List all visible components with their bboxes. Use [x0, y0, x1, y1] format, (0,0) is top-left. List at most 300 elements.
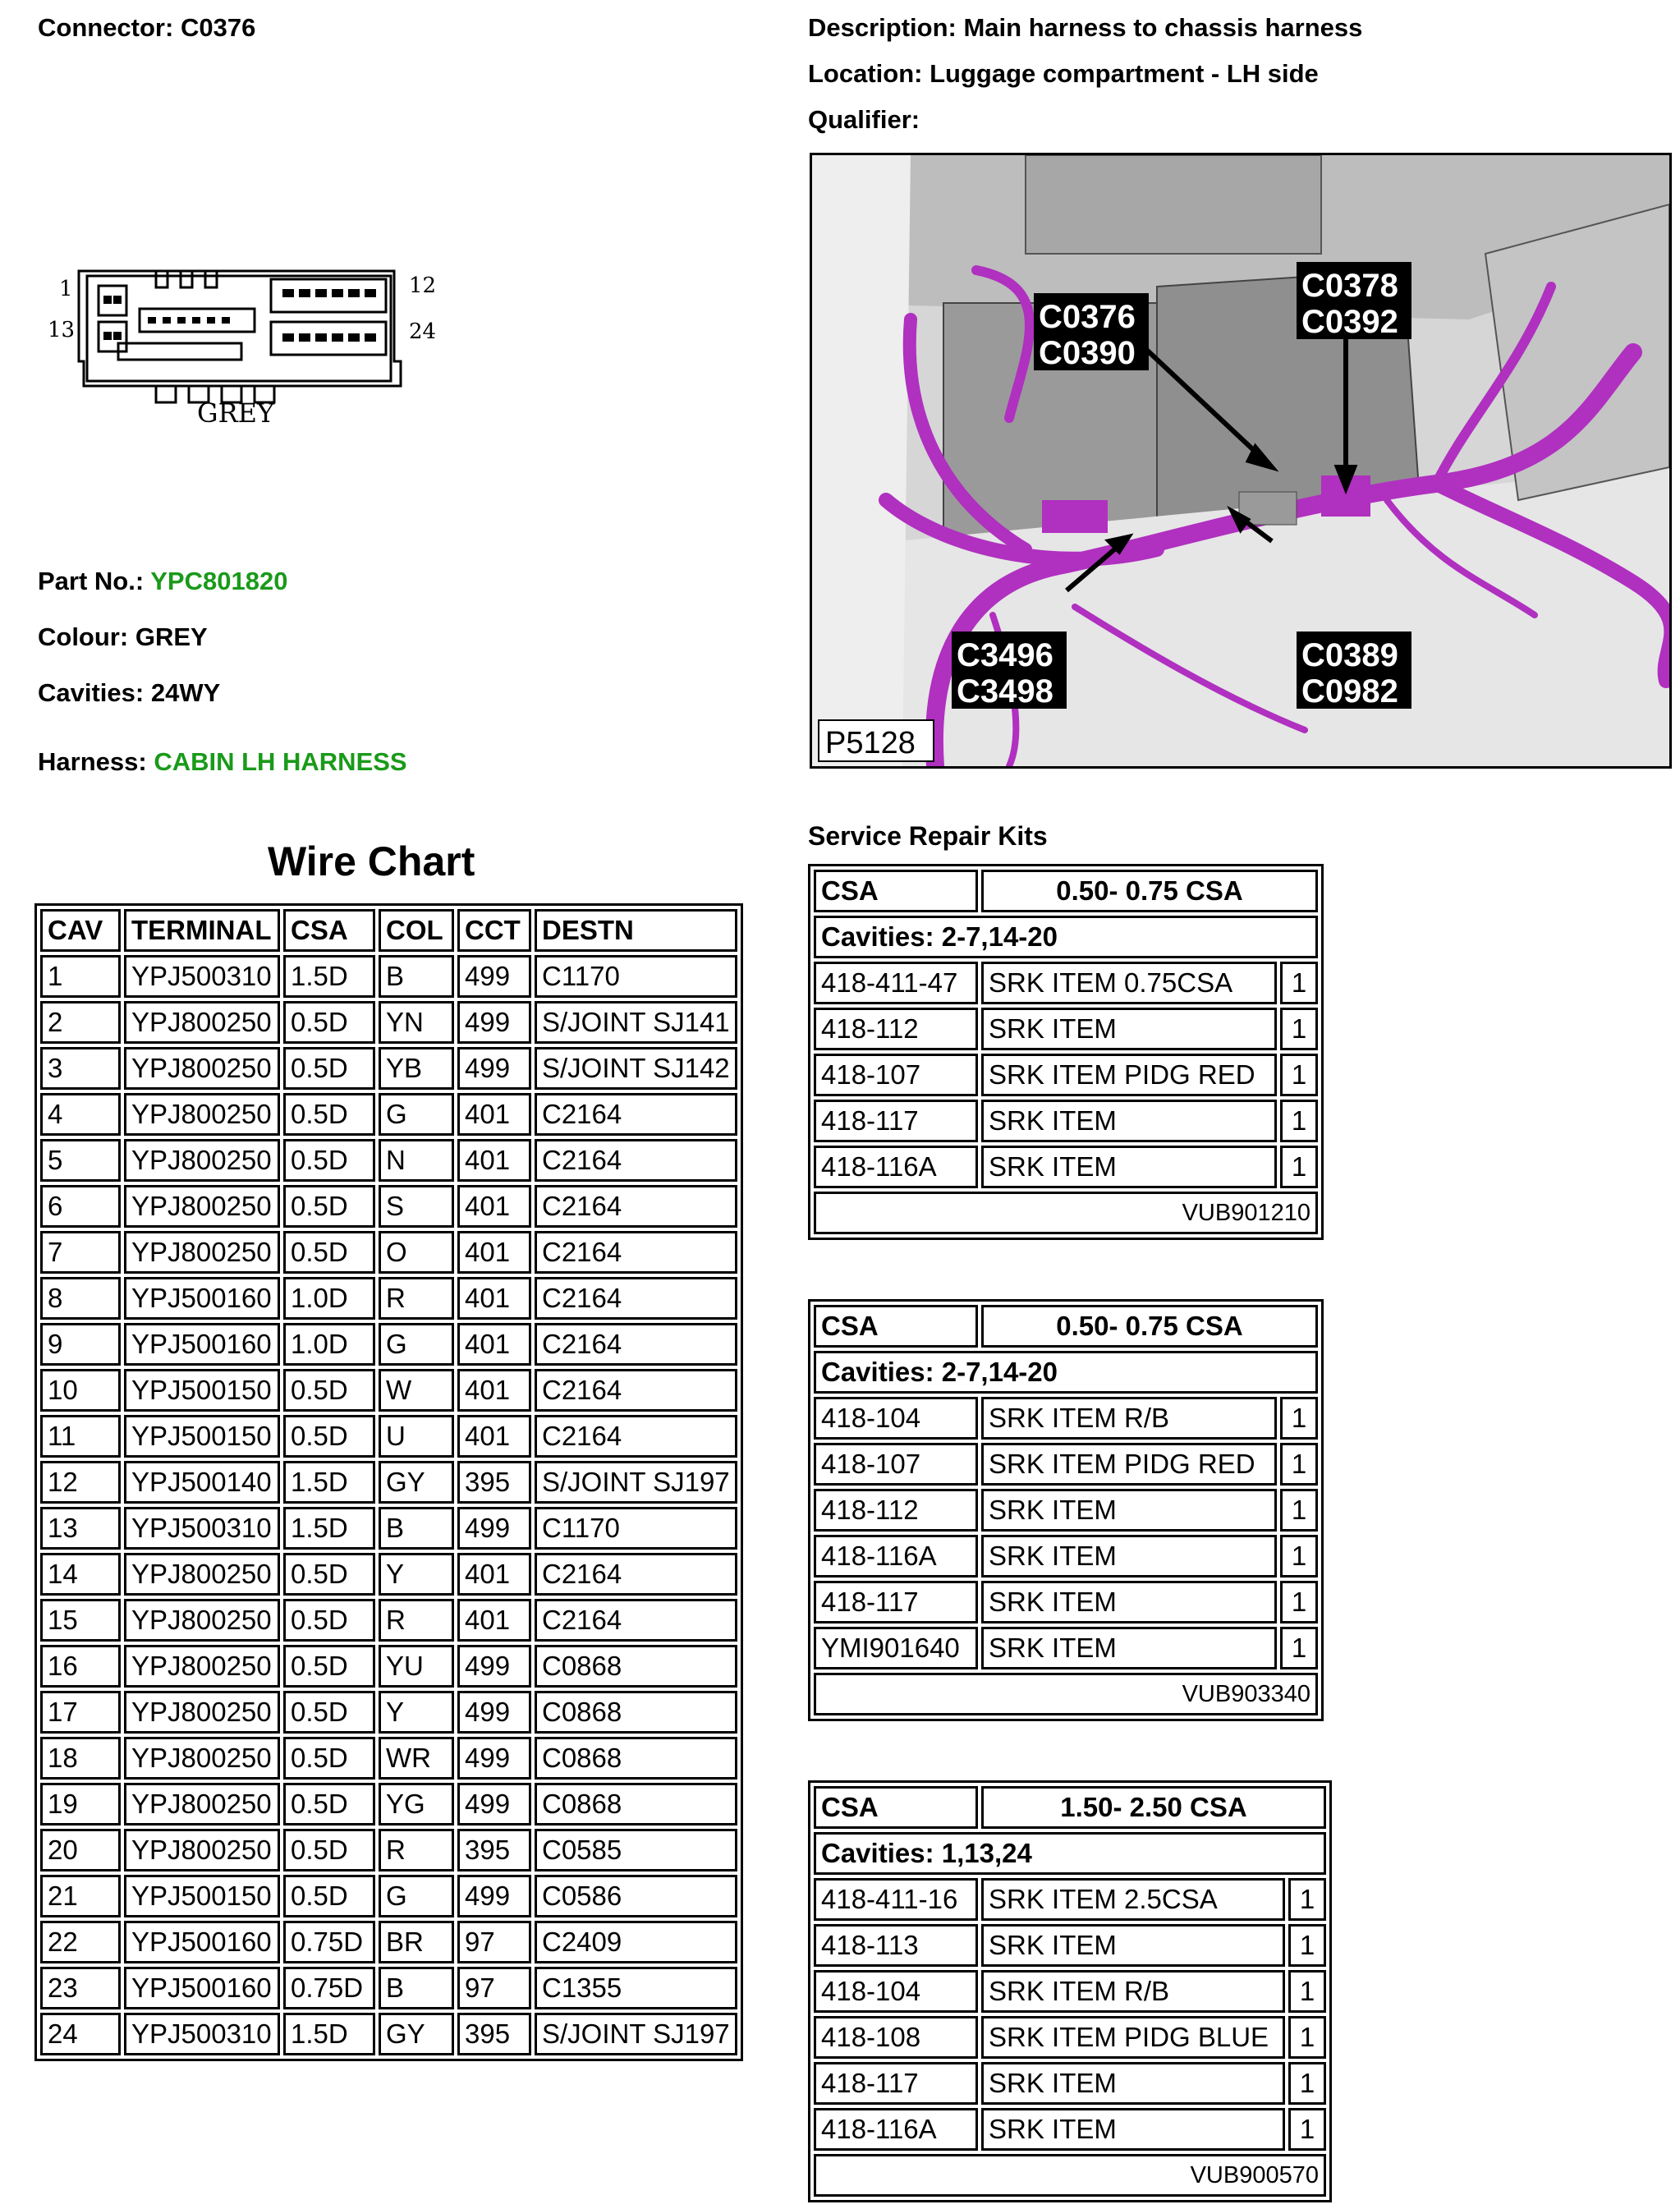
table-row — [40, 1691, 737, 1734]
cell-cct: 499 — [457, 1783, 531, 1826]
cell-col: R — [379, 1277, 454, 1320]
kit-item-part: 418-107 — [814, 1443, 978, 1486]
callout-c3498: C3498 — [957, 673, 1053, 710]
kit-item-qty: 1 — [1288, 2062, 1326, 2105]
cavities-label: Cavities: — [38, 678, 145, 707]
cell-terminal: YPJ800250 — [124, 1829, 280, 1871]
cell-csa: 0.5D — [283, 1001, 375, 1044]
cell-cct: 401 — [457, 1553, 531, 1596]
connector-drawing-caption: GREY — [197, 397, 275, 427]
cell-terminal: YPJ500310 — [124, 955, 280, 998]
cell-cct: 401 — [457, 1415, 531, 1458]
cell-destn: C0585 — [535, 1829, 737, 1871]
kit-code-row — [814, 2154, 1326, 2197]
kit-header-row — [814, 870, 1318, 912]
kit-cavities-row — [814, 1351, 1318, 1394]
cell-col: GY — [379, 2013, 454, 2055]
cell-cav: 13 — [40, 1507, 121, 1550]
cell-col: R — [379, 1829, 454, 1871]
kit-item-row — [814, 1489, 1318, 1532]
cell-terminal: YPJ500150 — [124, 1369, 280, 1412]
kit-item-part: 418-112 — [814, 1008, 978, 1050]
kit-item-desc: SRK ITEM PIDG BLUE — [981, 2016, 1285, 2059]
service-repair-kits-title: Service Repair Kits — [808, 821, 1048, 851]
cell-col: O — [379, 1231, 454, 1274]
location-line — [808, 59, 1319, 89]
cell-destn: C2164 — [535, 1415, 737, 1458]
cell-cct: 401 — [457, 1369, 531, 1412]
kit-item-qty: 1 — [1288, 2016, 1326, 2059]
cell-terminal: YPJ500160 — [124, 1277, 280, 1320]
kit-cavities: Cavities: 2-7,14-20 — [814, 1351, 1318, 1394]
kit-item-desc: SRK ITEM PIDG RED — [981, 1054, 1277, 1096]
kit-csa-value: 1.50- 2.50 CSA — [981, 1786, 1326, 1829]
table-row — [40, 1001, 737, 1044]
cell-cav: 21 — [40, 1875, 121, 1917]
wire-chart-table — [34, 903, 743, 2061]
cell-csa: 0.5D — [283, 1231, 375, 1274]
cell-cct: 401 — [457, 1139, 531, 1182]
cell-terminal: YPJ800250 — [124, 1645, 280, 1688]
kit-header-row — [814, 1786, 1326, 1829]
kit-item-part: 418-104 — [814, 1970, 978, 2013]
kit-header-row — [814, 1305, 1318, 1348]
cell-cct: 499 — [457, 1507, 531, 1550]
cell-cav: 2 — [40, 1001, 121, 1044]
kit-csa-label: CSA — [814, 1786, 978, 1829]
cell-destn: C0868 — [535, 1691, 737, 1734]
cell-destn: C1170 — [535, 1507, 737, 1550]
kit-item-qty: 1 — [1280, 1397, 1318, 1440]
cell-cav: 16 — [40, 1645, 121, 1688]
cell-destn: C0868 — [535, 1783, 737, 1826]
kit-item-part: 418-117 — [814, 1581, 978, 1623]
cell-destn: C2164 — [535, 1093, 737, 1136]
cell-csa: 0.5D — [283, 1415, 375, 1458]
kit-cavities-row — [814, 1832, 1326, 1875]
cell-csa: 0.5D — [283, 1139, 375, 1182]
cell-col: YU — [379, 1645, 454, 1688]
cell-csa: 0.5D — [283, 1185, 375, 1228]
kit-item-desc: SRK ITEM — [981, 1535, 1277, 1578]
cell-col: BR — [379, 1921, 454, 1963]
cell-csa: 0.5D — [283, 1737, 375, 1780]
cell-cav: 7 — [40, 1231, 121, 1274]
col-header-col: COL — [379, 909, 454, 952]
cell-cct: 401 — [457, 1599, 531, 1642]
kit-item-row — [814, 2016, 1326, 2059]
table-row — [40, 1185, 737, 1228]
cell-terminal: YPJ500150 — [124, 1415, 280, 1458]
cell-csa: 0.5D — [283, 1093, 375, 1136]
cell-cav: 1 — [40, 955, 121, 998]
cell-csa: 1.0D — [283, 1277, 375, 1320]
harness-line — [38, 747, 407, 777]
cell-cav: 3 — [40, 1047, 121, 1090]
cell-cct: 97 — [457, 1921, 531, 1963]
kit-item-desc: SRK ITEM R/B — [981, 1970, 1285, 2013]
colour-line — [38, 622, 208, 652]
cell-csa: 0.5D — [283, 1369, 375, 1412]
kit-code: VUB901210 — [814, 1192, 1318, 1234]
cell-col: S — [379, 1185, 454, 1228]
table-row — [40, 1231, 737, 1274]
col-header-terminal: TERMINAL — [124, 909, 280, 952]
table-row — [40, 1461, 737, 1504]
service-kit-table — [808, 864, 1324, 1240]
cell-csa: 1.5D — [283, 1461, 375, 1504]
cell-destn: S/JOINT SJ197 — [535, 1461, 737, 1504]
cell-destn: C0868 — [535, 1645, 737, 1688]
kit-item-qty: 1 — [1288, 1878, 1326, 1921]
kit-item-row — [814, 1627, 1318, 1669]
callout-c0982: C0982 — [1301, 673, 1398, 710]
cell-csa: 0.5D — [283, 1783, 375, 1826]
cell-cav: 4 — [40, 1093, 121, 1136]
table-row — [40, 1093, 737, 1136]
qualifier-line — [808, 105, 920, 135]
cell-csa: 0.5D — [283, 1553, 375, 1596]
cell-csa: 1.0D — [283, 1323, 375, 1366]
table-row — [40, 1047, 737, 1090]
kit-item-part: 418-112 — [814, 1489, 978, 1532]
cell-cct: 97 — [457, 1967, 531, 2009]
cell-cct: 499 — [457, 1691, 531, 1734]
cell-destn: C2164 — [535, 1231, 737, 1274]
cell-csa: 1.5D — [283, 1507, 375, 1550]
callout-c0376: C0376 — [1039, 299, 1136, 335]
col-header-cct: CCT — [457, 909, 531, 952]
pin-label-13: 13 — [48, 318, 76, 342]
cell-cct: 499 — [457, 1001, 531, 1044]
pin-label-1: 1 — [59, 277, 73, 301]
kit-item-qty: 1 — [1288, 1970, 1326, 2013]
pin-label-24: 24 — [409, 319, 437, 344]
cell-cav: 6 — [40, 1185, 121, 1228]
cell-cav: 15 — [40, 1599, 121, 1642]
kit-item-row — [814, 1924, 1326, 1967]
kit-item-row — [814, 1970, 1326, 2013]
cell-col: GY — [379, 1461, 454, 1504]
cell-cct: 401 — [457, 1231, 531, 1274]
cavities-value: 24WY — [150, 678, 221, 707]
cell-col: Y — [379, 1691, 454, 1734]
kit-item-part: 418-104 — [814, 1397, 978, 1440]
kit-item-qty: 1 — [1280, 1581, 1318, 1623]
cell-cav: 17 — [40, 1691, 121, 1734]
description-line — [808, 13, 1362, 43]
cell-csa: 0.75D — [283, 1967, 375, 2009]
table-row — [40, 1277, 737, 1320]
kit-item-desc: SRK ITEM — [981, 1146, 1277, 1188]
kit-item-row — [814, 1443, 1318, 1486]
table-row — [40, 1921, 737, 1963]
table-row — [40, 1139, 737, 1182]
cell-cct: 499 — [457, 1047, 531, 1090]
cell-cct: 395 — [457, 1461, 531, 1504]
kit-item-desc: SRK ITEM — [981, 1627, 1277, 1669]
table-row — [40, 1829, 737, 1871]
kit-code: VUB903340 — [814, 1673, 1318, 1715]
cell-col: N — [379, 1139, 454, 1182]
cell-csa: 0.75D — [283, 1921, 375, 1963]
cell-col: YN — [379, 1001, 454, 1044]
cell-terminal: YPJ800250 — [124, 1553, 280, 1596]
cell-destn: S/JOINT SJ197 — [535, 2013, 737, 2055]
kit-item-qty: 1 — [1280, 1489, 1318, 1532]
table-row — [40, 1875, 737, 1917]
kit-item-part: 418-116A — [814, 1535, 978, 1578]
cell-csa: 0.5D — [283, 1691, 375, 1734]
kit-item-row — [814, 1535, 1318, 1578]
cell-col: B — [379, 1967, 454, 2009]
connector-face-drawing — [33, 263, 460, 427]
cell-cav: 5 — [40, 1139, 121, 1182]
cell-col: R — [379, 1599, 454, 1642]
cell-csa: 0.5D — [283, 1645, 375, 1688]
cell-terminal: YPJ800250 — [124, 1047, 280, 1090]
cell-col: WR — [379, 1737, 454, 1780]
connector-id: C0376 — [180, 13, 256, 42]
cell-csa: 0.5D — [283, 1599, 375, 1642]
location-value: Luggage compartment - LH side — [930, 59, 1319, 88]
cell-cct: 499 — [457, 1645, 531, 1688]
callout-c0390: C0390 — [1039, 335, 1136, 371]
cell-cct: 401 — [457, 1277, 531, 1320]
connector-heading — [38, 13, 255, 43]
cell-cct: 401 — [457, 1185, 531, 1228]
cell-destn: C1355 — [535, 1967, 737, 2009]
kit-item-qty: 1 — [1280, 1008, 1318, 1050]
kit-cavities-row — [814, 916, 1318, 958]
cell-cav: 12 — [40, 1461, 121, 1504]
cell-cav: 14 — [40, 1553, 121, 1596]
cell-col: YB — [379, 1047, 454, 1090]
cell-csa: 1.5D — [283, 955, 375, 998]
table-row — [40, 1599, 737, 1642]
kit-csa-value: 0.50- 0.75 CSA — [981, 1305, 1318, 1348]
cell-col: G — [379, 1323, 454, 1366]
cell-cav: 9 — [40, 1323, 121, 1366]
cell-terminal: YPJ800250 — [124, 1001, 280, 1044]
table-row — [40, 2013, 737, 2055]
kit-item-row — [814, 1581, 1318, 1623]
kit-item-part: 418-411-47 — [814, 962, 978, 1004]
col-header-csa: CSA — [283, 909, 375, 952]
callout-c0389: C0389 — [1301, 637, 1398, 673]
cell-col: Y — [379, 1553, 454, 1596]
harness-location-illustration — [812, 155, 1669, 766]
table-row — [40, 1967, 737, 2009]
cell-col: B — [379, 1507, 454, 1550]
cell-cav: 11 — [40, 1415, 121, 1458]
cell-terminal: YPJ800250 — [124, 1093, 280, 1136]
cell-cct: 401 — [457, 1093, 531, 1136]
cell-terminal: YPJ800250 — [124, 1139, 280, 1182]
wire-chart-title: Wire Chart — [268, 838, 475, 884]
kit-item-desc: SRK ITEM 2.5CSA — [981, 1878, 1285, 1921]
cell-cct: 499 — [457, 955, 531, 998]
harness-value: CABIN LH HARNESS — [154, 747, 407, 776]
kit-item-part: 418-107 — [814, 1054, 978, 1096]
cell-csa: 1.5D — [283, 2013, 375, 2055]
cell-col: W — [379, 1369, 454, 1412]
cell-terminal: YPJ800250 — [124, 1231, 280, 1274]
part-no-value: YPC801820 — [150, 567, 288, 595]
connector-label: Connector: — [38, 13, 174, 42]
location-label: Location: — [808, 59, 923, 88]
part-no-line — [38, 567, 287, 596]
kit-item-qty: 1 — [1280, 1627, 1318, 1669]
kit-code-row — [814, 1192, 1318, 1234]
cell-destn: C0868 — [535, 1737, 737, 1780]
service-kit-table — [808, 1780, 1332, 2202]
kit-item-qty: 1 — [1280, 1054, 1318, 1096]
cell-cav: 19 — [40, 1783, 121, 1826]
kit-item-qty: 1 — [1288, 1924, 1326, 1967]
cell-csa: 0.5D — [283, 1047, 375, 1090]
cell-cav: 23 — [40, 1967, 121, 2009]
kit-item-qty: 1 — [1280, 1146, 1318, 1188]
kit-item-qty: 1 — [1288, 2108, 1326, 2151]
kit-item-desc: SRK ITEM R/B — [981, 1397, 1277, 1440]
callout-c0378: C0378 — [1301, 268, 1398, 304]
table-row — [40, 1507, 737, 1550]
cell-col: U — [379, 1415, 454, 1458]
cell-destn: C2164 — [535, 1185, 737, 1228]
kit-item-part: 418-411-16 — [814, 1878, 978, 1921]
description-value: Main harness to chassis harness — [963, 13, 1363, 42]
kit-item-row — [814, 962, 1318, 1004]
cell-destn: C2164 — [535, 1139, 737, 1182]
cell-cav: 22 — [40, 1921, 121, 1963]
kit-item-part: 418-116A — [814, 2108, 978, 2151]
kit-item-qty: 1 — [1280, 1535, 1318, 1578]
qualifier-label: Qualifier: — [808, 105, 920, 134]
service-kit-table — [808, 1299, 1324, 1721]
table-row — [40, 1737, 737, 1780]
cell-destn: S/JOINT SJ142 — [535, 1047, 737, 1090]
cell-col: YG — [379, 1783, 454, 1826]
cell-col: B — [379, 955, 454, 998]
cell-cct: 401 — [457, 1323, 531, 1366]
kit-item-part: YMI901640 — [814, 1627, 978, 1669]
cell-cct: 499 — [457, 1875, 531, 1917]
kit-item-part: 418-116A — [814, 1146, 978, 1188]
cell-cav: 18 — [40, 1737, 121, 1780]
table-row — [40, 1553, 737, 1596]
cell-destn: C2164 — [535, 1277, 737, 1320]
cell-col: G — [379, 1093, 454, 1136]
cell-terminal: YPJ500160 — [124, 1921, 280, 1963]
cell-csa: 0.5D — [283, 1875, 375, 1917]
col-header-destn: DESTN — [535, 909, 737, 952]
kit-csa-label: CSA — [814, 870, 978, 912]
cell-terminal: YPJ500160 — [124, 1323, 280, 1366]
part-no-label: Part No.: — [38, 567, 145, 595]
description-label: Description: — [808, 13, 957, 42]
kit-item-row — [814, 1054, 1318, 1096]
kit-item-part: 418-117 — [814, 2062, 978, 2105]
cell-cav: 8 — [40, 1277, 121, 1320]
kit-item-row — [814, 2062, 1326, 2105]
kit-item-desc: SRK ITEM — [981, 1100, 1277, 1142]
kit-item-row — [814, 2108, 1326, 2151]
colour-value: GREY — [135, 622, 208, 651]
harness-label: Harness: — [38, 747, 147, 776]
cell-cav: 24 — [40, 2013, 121, 2055]
pin-label-12: 12 — [409, 273, 437, 298]
kit-cavities: Cavities: 1,13,24 — [814, 1832, 1326, 1875]
cell-terminal: YPJ800250 — [124, 1737, 280, 1780]
kit-item-desc: SRK ITEM — [981, 2108, 1285, 2151]
callout-c3496: C3496 — [957, 637, 1053, 673]
kit-item-qty: 1 — [1280, 1443, 1318, 1486]
kit-item-row — [814, 1878, 1326, 1921]
table-row — [40, 1783, 737, 1826]
kit-item-row — [814, 1397, 1318, 1440]
cell-terminal: YPJ800250 — [124, 1599, 280, 1642]
cell-cav: 10 — [40, 1369, 121, 1412]
cell-destn: C0586 — [535, 1875, 737, 1917]
cell-destn: C2164 — [535, 1553, 737, 1596]
kit-item-desc: SRK ITEM — [981, 1581, 1277, 1623]
kit-item-row — [814, 1100, 1318, 1142]
cell-terminal: YPJ500310 — [124, 1507, 280, 1550]
table-row — [40, 955, 737, 998]
figure-id: P5128 — [825, 726, 916, 760]
cell-destn: C1170 — [535, 955, 737, 998]
kit-item-qty: 1 — [1280, 1100, 1318, 1142]
table-row — [40, 1369, 737, 1412]
kit-code-row — [814, 1673, 1318, 1715]
col-header-cav: CAV — [40, 909, 121, 952]
cell-destn: C2164 — [535, 1323, 737, 1366]
kit-item-desc: SRK ITEM — [981, 1924, 1285, 1967]
kit-item-desc: SRK ITEM — [981, 1489, 1277, 1532]
cell-terminal: YPJ800250 — [124, 1783, 280, 1826]
kit-cavities: Cavities: 2-7,14-20 — [814, 916, 1318, 958]
cavities-line — [38, 678, 220, 708]
kit-item-row — [814, 1146, 1318, 1188]
kit-item-row — [814, 1008, 1318, 1050]
cell-cct: 395 — [457, 2013, 531, 2055]
cell-destn: C2409 — [535, 1921, 737, 1963]
kit-item-part: 418-113 — [814, 1924, 978, 1967]
cell-terminal: YPJ500160 — [124, 1967, 280, 2009]
table-row — [40, 1645, 737, 1688]
kit-item-part: 418-108 — [814, 2016, 978, 2059]
kit-item-desc: SRK ITEM — [981, 2062, 1285, 2105]
kit-item-qty: 1 — [1280, 962, 1318, 1004]
wire-chart-header-row — [40, 909, 737, 952]
cell-destn: C2164 — [535, 1369, 737, 1412]
cell-destn: C2164 — [535, 1599, 737, 1642]
kit-csa-value: 0.50- 0.75 CSA — [981, 870, 1318, 912]
cell-destn: S/JOINT SJ141 — [535, 1001, 737, 1044]
kit-code: VUB900570 — [814, 2154, 1326, 2197]
kit-item-desc: SRK ITEM 0.75CSA — [981, 962, 1277, 1004]
kit-item-desc: SRK ITEM — [981, 1008, 1277, 1050]
cell-terminal: YPJ500140 — [124, 1461, 280, 1504]
kit-csa-label: CSA — [814, 1305, 978, 1348]
cell-terminal: YPJ500310 — [124, 2013, 280, 2055]
cell-cav: 20 — [40, 1829, 121, 1871]
location-image — [810, 153, 1672, 769]
cell-terminal: YPJ800250 — [124, 1691, 280, 1734]
colour-label: Colour: — [38, 622, 129, 651]
cell-col: G — [379, 1875, 454, 1917]
